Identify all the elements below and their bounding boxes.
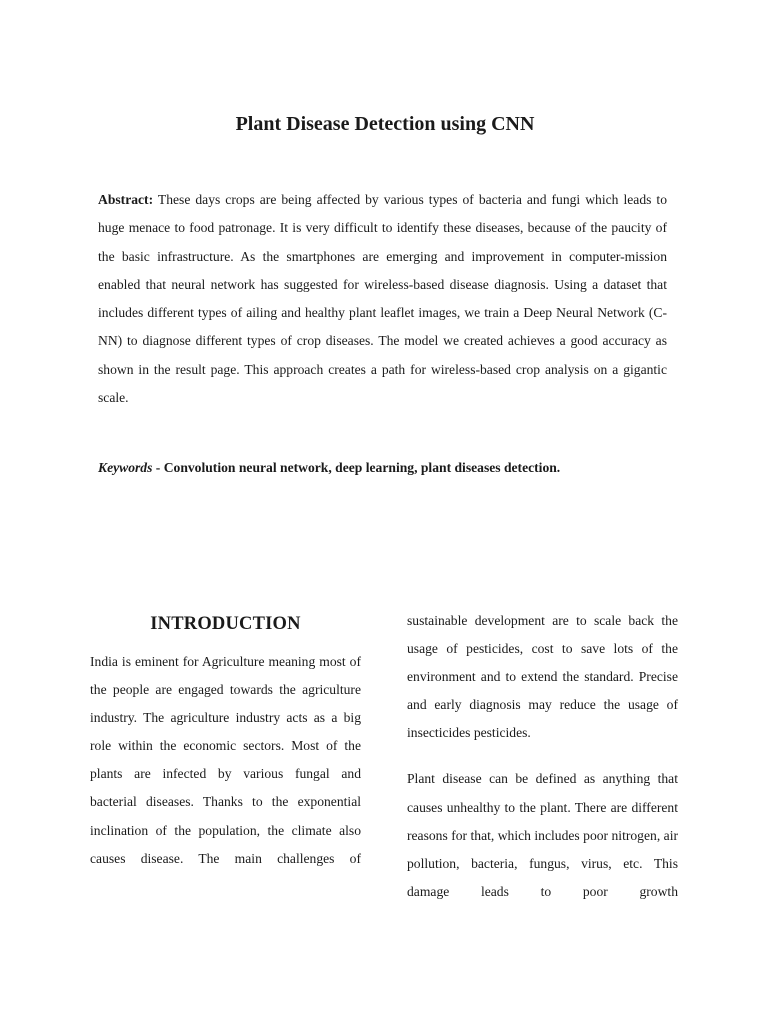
paper-title: Plant Disease Detection using CNN [235,113,535,135]
keywords-separator: - [152,460,164,475]
abstract-label: Abstract: [98,192,154,207]
keywords-text: Convolution neural network, deep learning, plant diseases detection. [163,460,561,475]
introduction-heading: INTRODUCTION [150,614,301,634]
introduction-right-paragraph-1: sustainable development are to scale back the usage of pesticides, cost to save lots of the environment and to extend the standard. Precise and early diagnosis may reduce the usage of insecticides pesticides. [407,613,678,741]
introduction-left-paragraph: India is eminent for Agriculture meaning most of the people are engaged towards the agriculture industry. The agriculture industry acts as a big role within the economic sectors. Most of the plants are infected by various fungal and bacterial diseases. Thanks to the exponential inclination of the population, the climate also causes disease. The main challenges of [90,654,361,866]
abstract [98,186,667,412]
abstract-body: These days crops are being affected by various types of bacteria and fungi which leads to huge menace to food patronage. It is very difficult to identify these diseases, because of the paucity of the basic infrastructure. As the smartphones are emerging and improvement in computer-mission enabled that neural network has suggested for wireless-based disease diagnosis. Using a dataset that includes different types of ailing and healthy plant leaflet images, we train a Deep Neural Network (C-NN) to diagnose different types of crop diseases. The model we created achieves a good accuracy as shown in the result page. This approach [98,192,667,377]
abstract-last-line: creates a path for wireless-based crop analysis on a gigantic scale. [98,361,667,406]
right-column [407,607,678,906]
left-column [90,610,361,873]
keywords [98,456,678,480]
introduction-right-paragraph-2: Plant disease can be defined as anything that causes unhealthy to the plant. There are different reasons for that, which includes poor nitrogen, air pollution, bacteria, fungus, virus, etc. This damage leads to poor growth [407,771,678,899]
keywords-label: Keywords [98,460,153,475]
